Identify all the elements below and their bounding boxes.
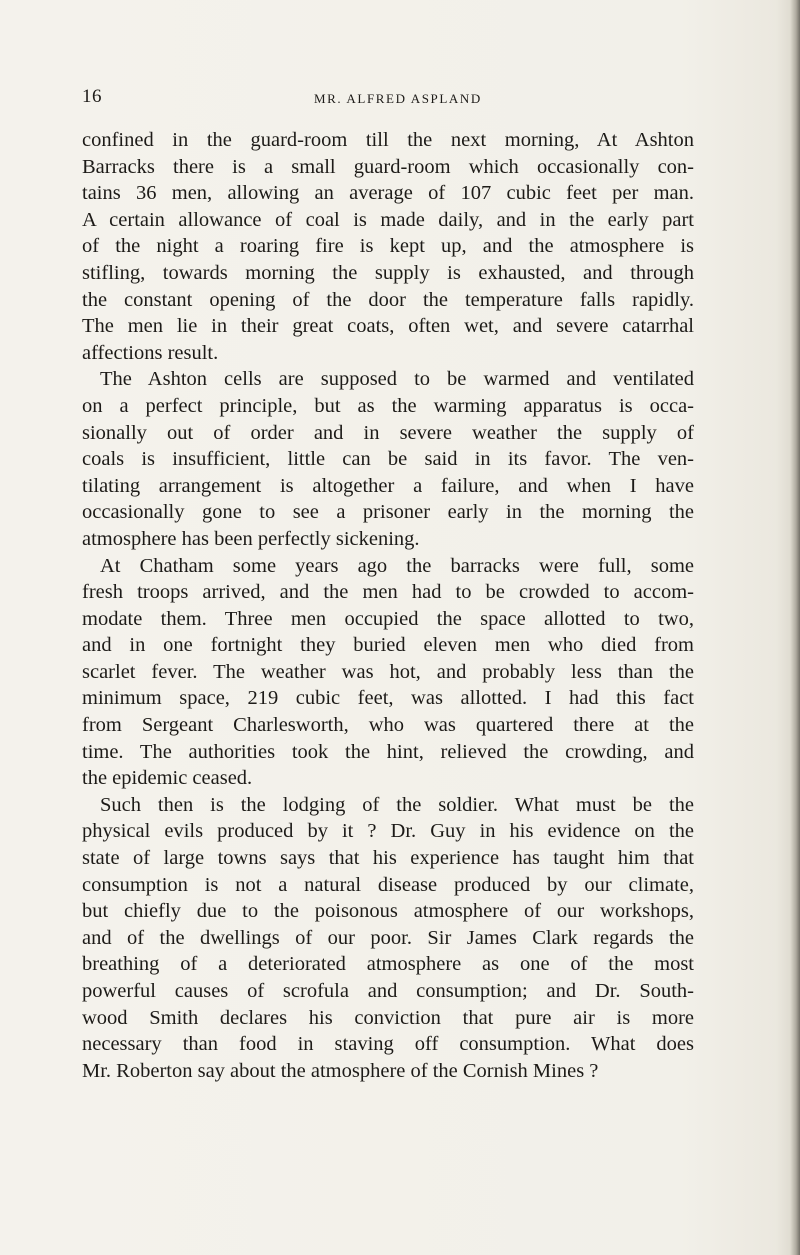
text-line: At Chatham some years ago the barracks were full, some [100,554,694,577]
text-line: A certain allowance of coal is made daily, and in the early part [82,208,694,231]
text-line: but chiefly due to the poisonous atmosphere of our workshops, [82,900,694,923]
text-line: and in one fortnight they buried eleven men who died from [82,634,694,657]
text-line: the epidemic ceased. [82,767,253,790]
text-line: state of large towns says that his experience has taught him that [82,847,694,870]
text-line: scarlet fever. The weather was hot, and probably less than the [82,660,694,683]
page-number: 16 [82,86,102,107]
text-line: occasionally gone to see a prisoner early in the morning the [82,501,694,524]
text-line: Barracks there is a small guard-room which occasionally con- [82,155,694,178]
text-line: affections result. [82,341,219,364]
text-line: tilating arrangement is altogether a failure, and when I have [82,474,694,497]
text-line: time. The authorities took the hint, relieved the crowding, and [82,740,694,763]
text-line: fresh troops arrived, and the men had to be crowded to accom- [82,581,694,604]
text-line: minimum space, 219 cubic feet, was allotted. I had this fact [82,687,694,710]
text-line: wood Smith declares his conviction that pure air is more [82,1006,694,1029]
text-line: Mr. Roberton say about the atmosphere of the Cornish Mines ? [82,1059,599,1082]
text-line: modate them. Three men occupied the space allotted to two, [82,607,694,630]
text-line: from Sergeant Charlesworth, who was quartered there at the [82,714,694,737]
text-line: tains 36 men, allowing an average of 107 cubic feet per man. [82,182,694,205]
text-line: Such then is the lodging of the soldier. What must be the [100,793,694,816]
text-line: The Ashton cells are supposed to be warmed and ventilated [100,368,694,391]
text-line: physical evils produced by it ? Dr. Guy in his evidence on the [82,820,694,843]
text-line: The men lie in their great coats, often wet, and severe catarrhal [82,315,694,338]
text-line: confined in the guard-room till the next morning, At Ashton [82,129,694,151]
body-text [82,127,694,1084]
page-edge-shadow [790,0,800,1255]
text-line: and of the dwellings of our poor. Sir James Clark regards the [82,926,694,949]
text-line: breathing of a deteriorated atmosphere as one of the most [82,953,694,976]
text-line: stifling, towards morning the supply is exhausted, and through [82,261,694,284]
text-line: necessary than food in staving off consumption. What does [82,1033,694,1056]
running-head: MR. ALFRED ASPLAND [314,91,482,106]
text-line: of the night a roaring fire is kept up, and the atmosphere is [82,235,694,258]
text-line: on a perfect principle, but as the warming apparatus is occa- [82,394,694,417]
text-line: consumption is not a natural disease produced by our climate, [82,873,694,896]
text-line: coals is insufficient, little can be said in its favor. The ven- [82,448,694,471]
text-line: atmosphere has been perfectly sickening. [82,527,420,550]
text-line: the constant opening of the door the temperature falls rapidly. [82,288,694,311]
text-line: sionally out of order and in severe weather the supply of [82,421,694,444]
text-line: powerful causes of scrofula and consumption; and Dr. South- [82,980,694,1002]
